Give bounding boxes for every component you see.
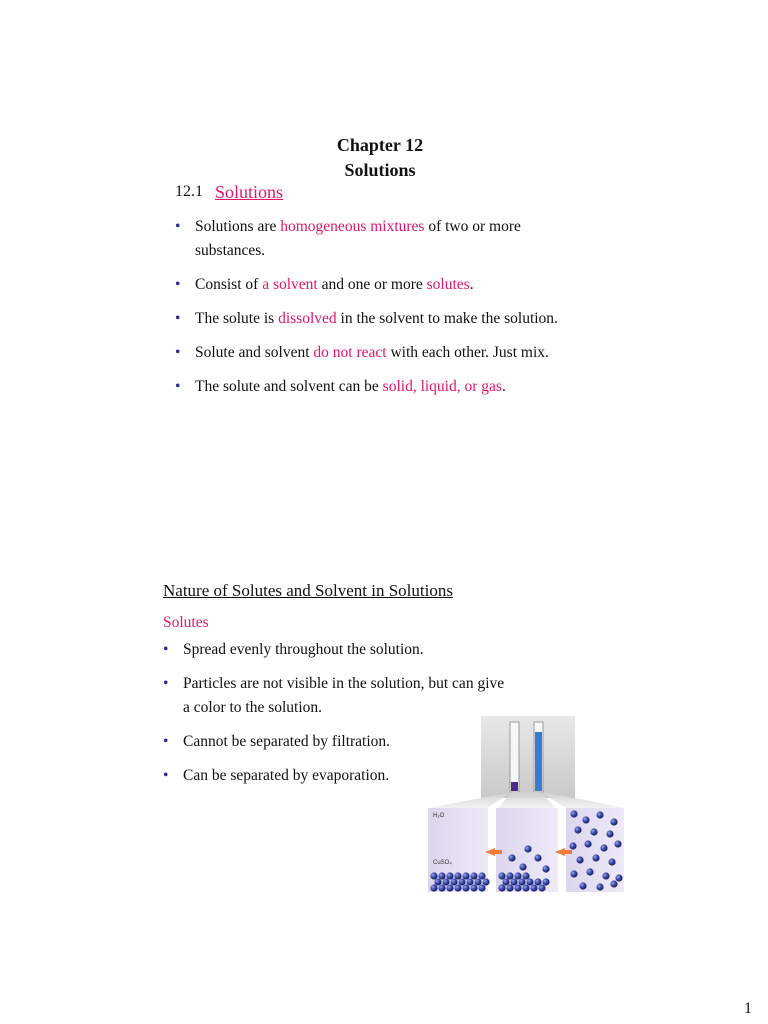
particle xyxy=(514,884,521,891)
label-solute: CuSO₄ xyxy=(433,860,452,866)
chapter-heading: Chapter 12 xyxy=(336,135,424,155)
highlight-text: solutes xyxy=(426,276,470,293)
particle xyxy=(458,878,465,885)
particle xyxy=(474,878,481,885)
solutions-bullet-list xyxy=(175,215,655,399)
particle xyxy=(608,858,615,865)
text: Cannot be separated by filtration. xyxy=(183,733,391,750)
bullet-glyph: • xyxy=(163,733,169,750)
highlight-text: a solvent xyxy=(262,276,318,293)
particle xyxy=(506,884,513,891)
bullet-glyph: • xyxy=(163,767,169,784)
particle xyxy=(526,878,533,885)
bullet-glyph: • xyxy=(175,276,181,293)
subheading-solutes: Solutes xyxy=(163,614,209,631)
list-item xyxy=(163,672,583,720)
text: The solute and solvent can be xyxy=(195,378,383,395)
particle xyxy=(454,872,461,879)
particle xyxy=(438,872,445,879)
particle xyxy=(508,854,515,861)
highlight-text: solid, liquid, or gas xyxy=(382,378,502,395)
particle xyxy=(438,884,445,891)
page-number: 1 xyxy=(744,1000,752,1017)
particle xyxy=(524,845,531,852)
particle xyxy=(462,872,469,879)
particle xyxy=(570,810,577,817)
particle xyxy=(470,872,477,879)
particle xyxy=(596,883,603,890)
particle xyxy=(610,818,617,825)
particle xyxy=(582,816,589,823)
text: The solute is xyxy=(195,310,279,327)
particle xyxy=(519,863,526,870)
list-item xyxy=(175,215,655,263)
particle xyxy=(446,872,453,879)
bullet-glyph: • xyxy=(163,641,169,658)
particle xyxy=(506,872,513,879)
text: of two or more xyxy=(424,218,521,235)
bullet-glyph: • xyxy=(175,218,181,235)
particle xyxy=(542,865,549,872)
particle xyxy=(602,872,609,879)
highlight-text: do not react xyxy=(313,344,387,361)
particle xyxy=(454,884,461,891)
particle xyxy=(606,830,613,837)
particle xyxy=(434,878,441,885)
particle xyxy=(482,878,489,885)
particle xyxy=(430,884,437,891)
particle xyxy=(584,840,591,847)
section-number: 12.1 xyxy=(175,183,203,200)
particle xyxy=(596,811,603,818)
bullet-glyph: • xyxy=(175,310,181,327)
list-item xyxy=(175,307,655,331)
text: Can be separated by evaporation. xyxy=(183,767,390,784)
particle xyxy=(574,826,581,833)
particle xyxy=(542,878,549,885)
list-item xyxy=(175,375,655,399)
particle xyxy=(510,878,517,885)
cylinder-solution-liquid xyxy=(535,732,542,791)
text: in the solvent to make the solution. xyxy=(336,310,558,327)
particle xyxy=(466,878,473,885)
text: Particles are not visible in the solution, but can give xyxy=(183,675,505,692)
text: substances. xyxy=(195,242,266,259)
text: . xyxy=(469,276,474,293)
cylinder-water-solid xyxy=(511,782,518,791)
particle xyxy=(470,884,477,891)
particle xyxy=(615,874,622,881)
bullet-glyph: • xyxy=(175,378,181,395)
particle xyxy=(498,872,505,879)
highlight-text: homogeneous mixtures xyxy=(280,218,425,235)
section-heading: Nature of Solutes and Solvent in Solutions xyxy=(163,581,453,600)
text: . xyxy=(501,378,506,395)
particle xyxy=(522,872,529,879)
particle xyxy=(576,856,583,863)
particle xyxy=(450,878,457,885)
particle xyxy=(478,884,485,891)
label-water: H₂O xyxy=(433,813,445,819)
list-item xyxy=(175,273,655,297)
bullet-glyph: • xyxy=(175,344,181,361)
particle xyxy=(569,842,576,849)
section-title: Solutions xyxy=(215,182,284,202)
text: Spread evenly throughout the solution. xyxy=(183,641,424,658)
particles-undissolved xyxy=(430,872,489,891)
particle xyxy=(614,840,621,847)
particle xyxy=(534,878,541,885)
text: Solute and solvent xyxy=(195,344,314,361)
highlight-text: dissolved xyxy=(278,310,337,327)
list-item xyxy=(175,341,655,365)
particle xyxy=(579,882,586,889)
text: and one or more xyxy=(317,276,427,293)
bullet-glyph: • xyxy=(163,675,169,692)
dissolution-figure xyxy=(428,716,624,894)
particle xyxy=(518,878,525,885)
particle xyxy=(514,872,521,879)
page-title: Solutions xyxy=(344,160,416,180)
particle xyxy=(446,884,453,891)
particle xyxy=(600,844,607,851)
particle xyxy=(530,884,537,891)
particle xyxy=(462,884,469,891)
particle xyxy=(592,854,599,861)
list-item xyxy=(163,638,583,662)
particle xyxy=(534,854,541,861)
text: with each other. Just mix. xyxy=(386,344,549,361)
photo-background xyxy=(481,716,575,798)
cylinder-water xyxy=(510,722,519,792)
particle xyxy=(430,872,437,879)
particle xyxy=(590,828,597,835)
particle xyxy=(570,870,577,877)
particle xyxy=(498,884,505,891)
particle xyxy=(610,880,617,887)
particle xyxy=(586,868,593,875)
particle xyxy=(522,884,529,891)
text: a color to the solution. xyxy=(183,699,323,716)
text: Solutions are xyxy=(195,218,281,235)
particle xyxy=(442,878,449,885)
particle xyxy=(502,878,509,885)
particle xyxy=(538,884,545,891)
particle xyxy=(478,872,485,879)
text: Consist of xyxy=(195,276,263,293)
